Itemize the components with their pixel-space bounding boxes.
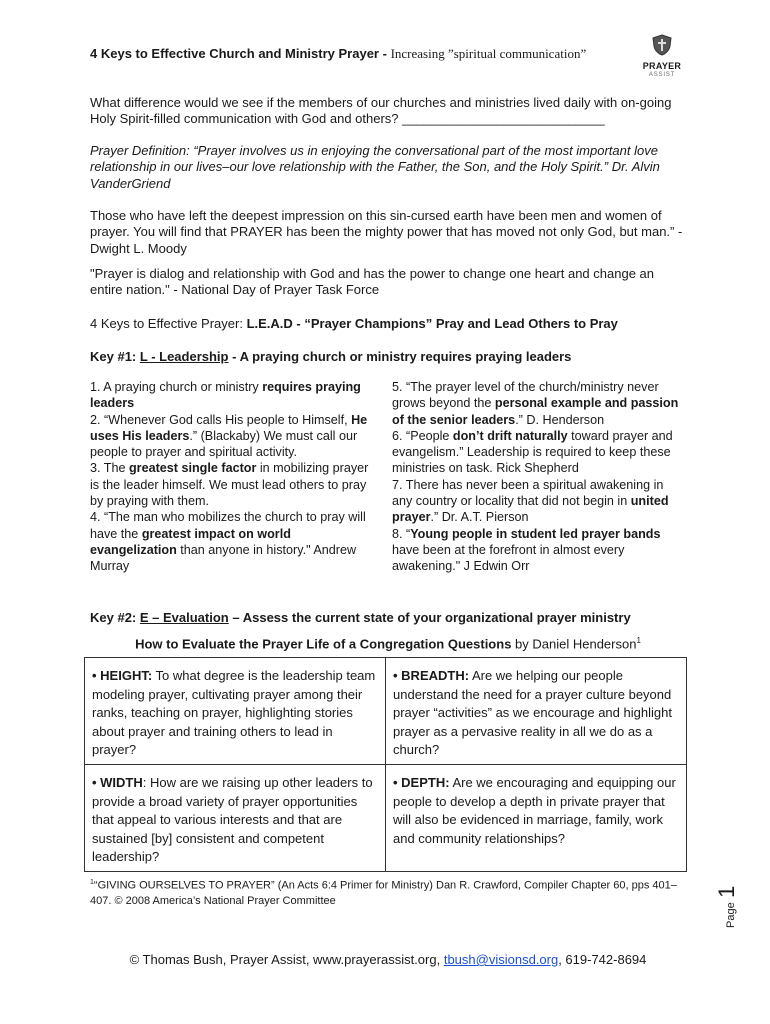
point-emphasis: He uses His leaders <box>90 412 368 443</box>
point-emphasis: Young people in student led prayer bands <box>410 526 661 541</box>
width-cell <box>85 765 386 872</box>
point-text: 3. The <box>90 461 129 476</box>
key1-point-6 <box>392 428 684 477</box>
footnote-text: “GIVING OURSELVES TO PRAYER” (An Acts 6:4 Primer for Ministry) Dan R. Crawford, Compiler Chapter 60, pps 401–407. © 2008 America’s National Prayer Committee <box>90 879 677 907</box>
footer-credit: © Thomas Bush, Prayer Assist, www.prayerassist.org, <box>129 952 444 967</box>
point-emphasis: requires praying leaders <box>90 380 361 411</box>
shield-icon <box>651 34 673 56</box>
point-text: in mobilizing prayer is the leader himself. We must lead others to pray by praying with them. <box>90 461 369 509</box>
point-emphasis: personal example and passion of the senior leaders <box>392 396 679 427</box>
point-text: .” D. Henderson <box>515 412 605 427</box>
point-text: toward prayer and evangelism.” Leadership is required to keep these ministries on task. Rick Shepherd <box>392 428 673 476</box>
evaluation-table <box>84 657 687 872</box>
point-text: than anyone in history." Andrew Murray <box>90 542 357 574</box>
point-text: 8. “ <box>392 526 411 541</box>
key1-point-2 <box>90 412 376 461</box>
cell-label: • HEIGHT: <box>92 668 153 683</box>
key1-point-1 <box>90 379 376 412</box>
cell-label: • DEPTH: <box>393 775 450 790</box>
point-text: 7. There has never been a spiritual awakening in any country or locality that did not begin in <box>392 477 664 509</box>
footnote-mark: 1 <box>90 879 94 886</box>
keys-prefix: 4 Keys to Effective Prayer: <box>90 316 247 331</box>
national-day-quote: "Prayer is dialog and relationship with God and has the power to change one heart and change an entire nation." - National Day of Prayer Task Force <box>90 266 654 298</box>
footnote-ref: 1 <box>636 636 641 645</box>
cell-label: • BREADTH: <box>393 668 470 683</box>
cell-text: : How are we raising up other leaders to provide a broad variety of prayer opportunities that appeal to various interests and that are sustained [by] consistent and competent leadership? <box>92 775 373 864</box>
page-number-value: 1 <box>714 885 739 898</box>
footer <box>90 952 686 967</box>
document-title <box>90 46 586 62</box>
breadth-cell <box>386 658 687 765</box>
point-text: 1. A praying church or ministry <box>90 380 263 394</box>
evaluation-title-author: by Daniel Henderson <box>511 636 637 652</box>
page-label: Page <box>725 902 737 928</box>
cell-text: Are we helping our people understand the need for a prayer culture beyond prayer “activities” as we encourage and highlight prayer as a pervasive reality in all we do as a church? <box>393 668 672 757</box>
depth-cell <box>386 765 687 872</box>
point-emphasis: greatest single factor <box>128 461 257 476</box>
key1-right-column <box>392 379 684 575</box>
point-text: 2. “Whenever God calls His people to Himself, <box>90 412 352 427</box>
key1-heading <box>90 349 686 365</box>
key2-rest: – Assess the current state of your organizational prayer ministry <box>228 610 631 625</box>
key1-point-5 <box>392 379 684 428</box>
prayer-assist-logo <box>640 34 684 79</box>
footnote <box>90 875 690 909</box>
key1-point-4 <box>90 509 376 574</box>
email-link[interactable]: tbush@visionsd.org <box>443 952 559 967</box>
footer-phone: , 619-742-8694 <box>558 952 647 967</box>
key2-heading <box>90 610 686 626</box>
point-emphasis: don’t drift naturally <box>452 428 568 443</box>
keys-line <box>90 316 686 332</box>
height-cell <box>85 658 386 765</box>
key1-prefix: Key #1: <box>90 349 140 364</box>
title-main: 4 Keys to Effective Church and Ministry Prayer - <box>90 46 387 61</box>
table-row <box>85 658 687 765</box>
page-number <box>712 880 752 930</box>
key1-left-column <box>90 379 376 575</box>
cell-text: To what degree is the leadership team modeling prayer, cultivating prayer among their ranks, teaching on prayer, highlighting stories about prayer and training others to lead in prayer? <box>92 668 376 757</box>
point-emphasis: greatest impact on world evangelization <box>90 526 291 557</box>
key1-label: L - Leadership <box>139 349 229 364</box>
evaluation-title-bold: How to Evaluate the Prayer Life of a Congregation Questions <box>135 636 512 652</box>
prayer-definition: Prayer Definition: “Prayer involves us in enjoying the conversational part of the most important love relationship in our lives–our love relationship with the Father, the Son, and the Holy Spirit.” Dr. Alvin VanderGriend <box>90 143 660 191</box>
table-row <box>85 765 687 872</box>
point-emphasis: united prayer <box>392 494 669 525</box>
point-text: 6. “People <box>392 428 453 443</box>
key1-point-8 <box>392 526 684 575</box>
evaluation-title <box>90 636 686 651</box>
key1-rest: - A praying church or ministry requires praying leaders <box>228 349 572 364</box>
point-text: 5. “The prayer level of the church/ministry never grows beyond the <box>392 380 659 411</box>
key2-prefix: Key #2: <box>90 610 140 625</box>
intro-question: What difference would we see if the members of our churches and ministries lived daily with on-going Holy Spirit-filled communication with God and others? ____________________________ <box>90 95 672 127</box>
point-text: 4. “The man who mobilizes the church to pray will have the <box>90 510 366 541</box>
point-text: .” Dr. A.T. Pierson <box>430 510 529 525</box>
moody-quote: Those who have left the deepest impression on this sin-cursed earth have been men and women of prayer. You will find that PRAYER has been the mighty power that has moved not only God, but man.” - Dwight L. Moody <box>90 208 683 256</box>
point-text: have been at the forefront in almost every awakening." J Edwin Orr <box>392 542 625 574</box>
point-text: .” (Blackaby) We must call our people to prayer and spiritual activity. <box>90 428 358 460</box>
key2-label: E – Evaluation <box>139 610 229 625</box>
title-subtitle: Increasing ”spiritual communication” <box>390 46 587 61</box>
cell-text: Are we encouraging and equipping our people to develop a depth in private prayer that will also be evidenced in marriage, family, work and community relationships? <box>393 775 676 846</box>
key1-point-3 <box>90 460 376 509</box>
cell-label: • WIDTH <box>92 775 143 790</box>
key1-point-7 <box>392 477 684 526</box>
keys-lead: L.E.A.D - “Prayer Champions” Pray and Lead Others to Pray <box>246 316 618 331</box>
logo-sub: ASSIST <box>648 72 676 78</box>
logo-word: PRAYER <box>642 61 682 71</box>
